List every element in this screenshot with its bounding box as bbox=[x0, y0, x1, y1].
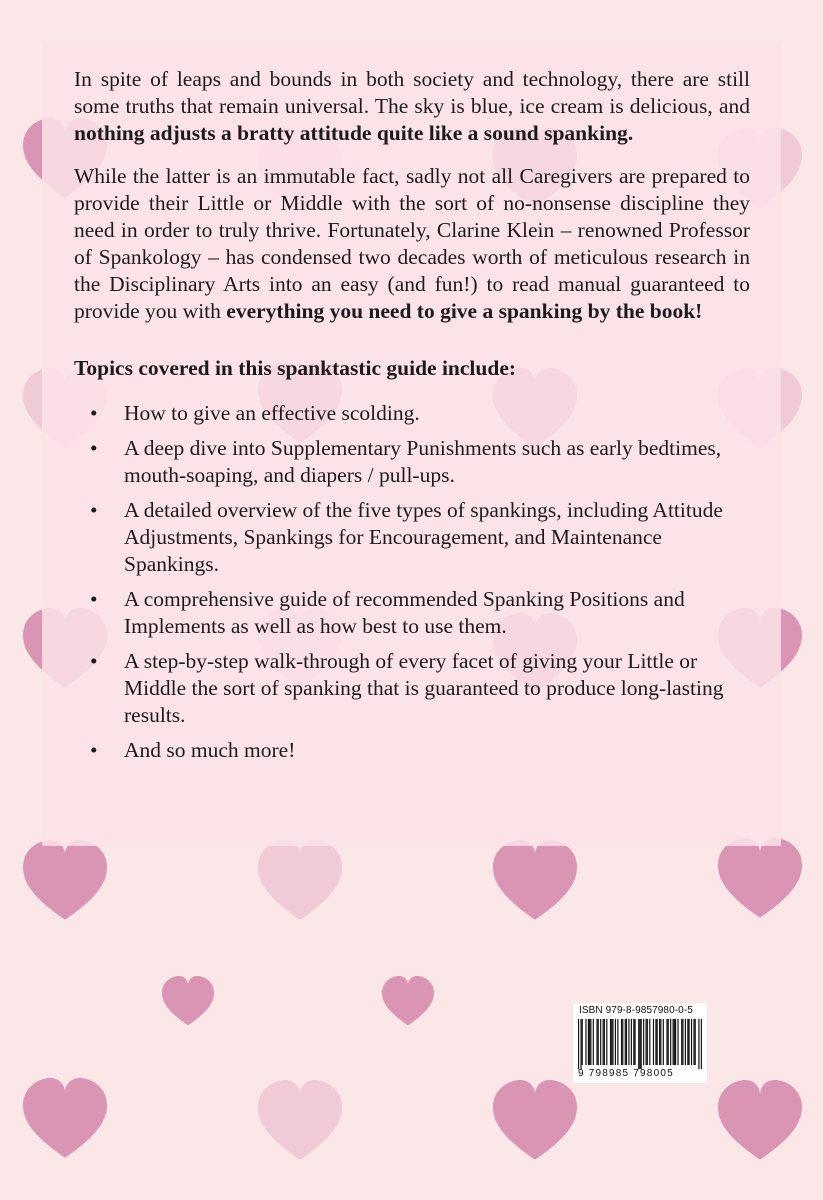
intro-paragraph-2-emphasis: everything you need to give a spanking by the book! bbox=[226, 299, 703, 323]
heart-icon bbox=[718, 838, 802, 918]
heart-icon bbox=[162, 976, 214, 1025]
heart-icon bbox=[23, 1078, 107, 1158]
list-item bbox=[74, 400, 750, 427]
bullet-icon: • bbox=[90, 436, 98, 460]
heart-icon bbox=[258, 1080, 342, 1160]
list-item bbox=[74, 435, 750, 489]
list-item-text: A comprehensive guide of recommended Spanking Positions and Implements as well as how best to use them. bbox=[124, 587, 685, 638]
isbn-label: ISBN 979-8-9857980-0-5 bbox=[579, 1005, 693, 1016]
barcode-bars bbox=[578, 1019, 702, 1069]
topics-heading: Topics covered in this spanktastic guide include: bbox=[74, 356, 517, 380]
list-item bbox=[74, 737, 750, 764]
back-cover-text bbox=[74, 66, 750, 772]
heart-icon bbox=[258, 840, 342, 920]
isbn-barcode bbox=[573, 1003, 707, 1083]
bullet-icon: • bbox=[90, 401, 98, 425]
list-item bbox=[74, 648, 750, 729]
topics-list bbox=[74, 400, 750, 764]
list-item-text: How to give an effective scolding. bbox=[124, 401, 420, 425]
list-item-text: And so much more! bbox=[124, 738, 296, 762]
bullet-icon: • bbox=[90, 587, 98, 611]
list-item bbox=[74, 497, 750, 578]
list-item bbox=[74, 586, 750, 640]
barcode-digits: 9 798985 798005 bbox=[578, 1068, 674, 1079]
heart-icon bbox=[718, 1080, 802, 1160]
intro-paragraph-2 bbox=[74, 163, 750, 325]
bullet-icon: • bbox=[90, 498, 98, 522]
heart-icon bbox=[23, 840, 107, 920]
bullet-icon: • bbox=[90, 738, 98, 762]
heart-icon bbox=[493, 840, 577, 920]
intro-paragraph-1 bbox=[74, 66, 750, 147]
heart-icon bbox=[382, 976, 434, 1025]
bullet-icon: • bbox=[90, 649, 98, 673]
intro-paragraph-1-emphasis: nothing adjusts a bratty attitude quite like a sound spanking. bbox=[74, 121, 634, 145]
intro-paragraph-2-text: While the latter is an immutable fact, sadly not all Caregivers are prepared to provide their Little or Middle with the sort of no-nonsense discipline they need in order to truly thrive. Fortunately, Clarine Klein – renowned Professor of Spankology – has condensed two decades worth of meticulous research in the Disciplinary Arts into an easy (and fun!) to read manual guaranteed to provide you with bbox=[74, 164, 750, 323]
list-item-text: A deep dive into Supplementary Punishments such as early bedtimes, mouth-soaping, and diapers / pull-ups. bbox=[124, 436, 722, 487]
heart-icon bbox=[493, 1080, 577, 1160]
intro-paragraph-1-text: In spite of leaps and bounds in both society and technology, there are still some truths that remain universal. The sky is blue, ice cream is delicious, and bbox=[74, 67, 750, 118]
list-item-text: A step-by-step walk-through of every facet of giving your Little or Middle the sort of spanking that is guaranteed to produce long-lasting results. bbox=[124, 649, 724, 727]
list-item-text: A detailed overview of the five types of spankings, including Attitude Adjustments, Spankings for Encouragement, and Maintenance Spankings. bbox=[124, 498, 723, 576]
